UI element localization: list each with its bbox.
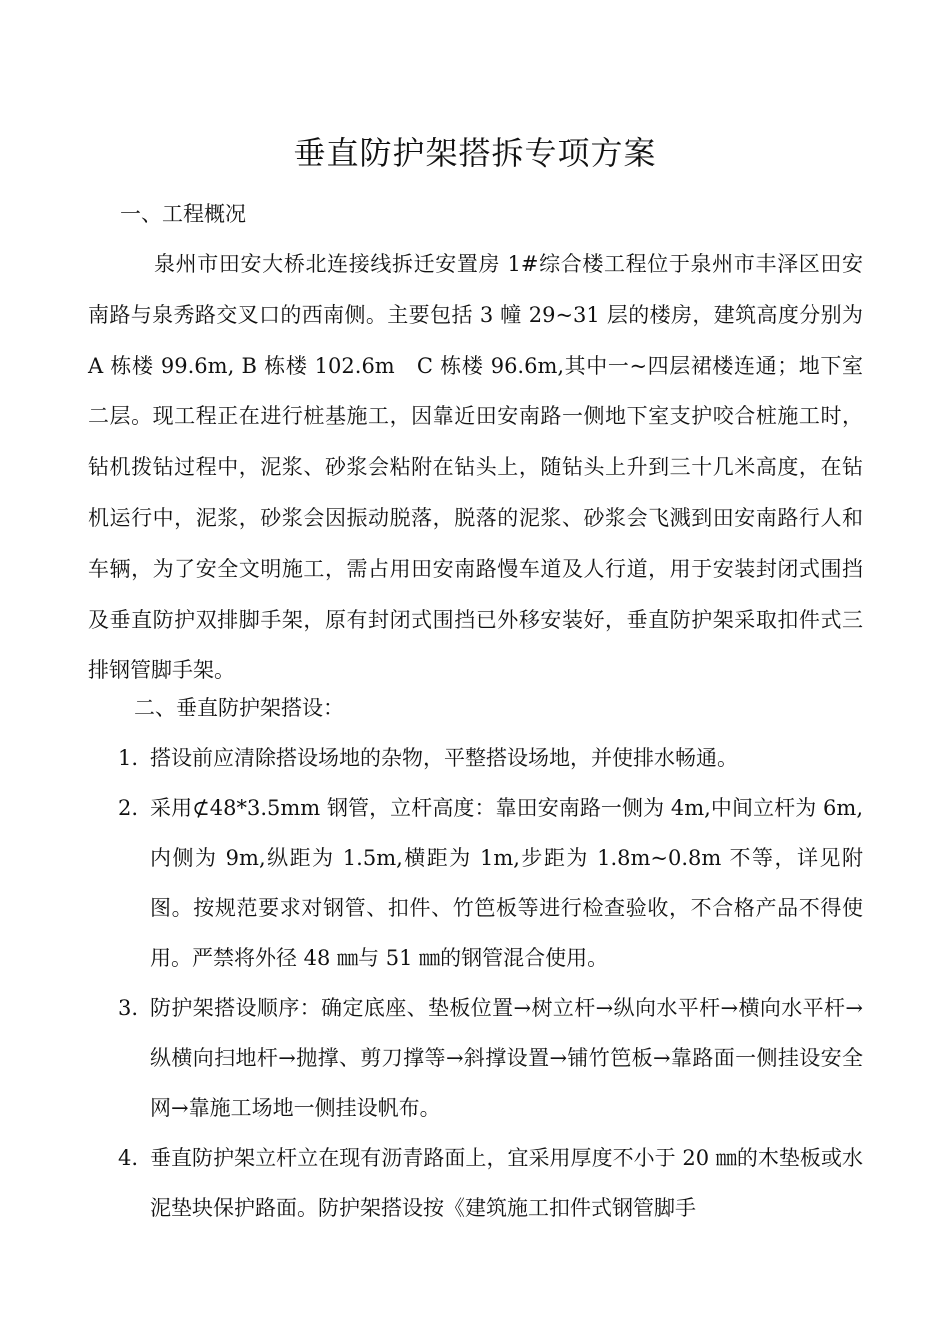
section-heading-erection: 二、垂直防护架搭设： <box>134 696 344 720</box>
list-item-number: 3. <box>118 996 139 1020</box>
list-item <box>110 983 863 1133</box>
list-item-text: 垂直防护架立杆立在现有沥青路面上，宜采用厚度不小于 20 ㎜的木垫板或水泥垫块保护路面。防护架搭设按《建筑施工扣件式钢管脚手 <box>150 1146 863 1220</box>
list-item-text: 防护架搭设顺序：确定底座、垫板位置→树立杆→纵向水平杆→横向水平杆→纵横向扫地杆→抛撑、剪刀撑等→斜撑设置→铺竹笆板→靠路面一侧挂设安全网→靠施工场地一侧挂设帆布。 <box>150 996 863 1120</box>
list-item-text: 搭设前应清除搭设场地的杂物，平整搭设场地，并使排水畅通。 <box>150 746 738 770</box>
list-item-number: 1. <box>118 746 139 770</box>
list-item-number: 4. <box>118 1146 139 1170</box>
list-item-text: 采用⊄48*3.5mm 钢管，立杆高度：靠田安南路一侧为 4m,中间立杆为 6m,内侧为 9m,纵距为 1.5m,横距为 1m,步距为 1.8m~0.8m 不等，详见附图。按规范要求对钢管、扣件、竹笆板等进行检查验收，不合格产品不得使用。严禁将外径 48 ㎜与 51 ㎜的钢管混合使用。 <box>150 796 863 970</box>
document-title: 垂直防护架搭拆专项方案 <box>293 134 657 172</box>
list-item <box>110 733 863 783</box>
list-item-number: 2. <box>118 796 139 820</box>
erection-steps-list <box>110 733 863 1233</box>
list-item <box>110 783 863 983</box>
section-heading-overview: 一、工程概况 <box>120 202 246 226</box>
list-item <box>110 1133 863 1233</box>
overview-paragraph: 泉州市田安大桥北连接线拆迁安置房 1#综合楼工程位于泉州市丰泽区田安南路与泉秀路交叉口的西南侧。主要包括 3 幢 29~31 层的楼房，建筑高度分别为 A 栋楼 99.6m, B 栋楼 102.6m C 栋楼 96.6m,其中一~四层裙楼连通；地下室二层。现工程正在进行桩基施工，因靠近田安南路一侧地下室支护咬合桩施工时，钻机拨钻过程中，泥浆、砂浆会粘附在钻头上，随钻头上升到三十几米高度，在钻机运行中，泥浆，砂浆会因振动脱落，脱落的泥浆、砂浆会飞溅到田安南路行人和车辆，为了安全文明施工，需占用田安南路慢车道及人行道，用于安装封闭式围挡及垂直防护双排脚手架，原有封闭式围挡已外移安装好，垂直防护架采取扣件式三排钢管脚手架。 <box>88 252 863 683</box>
